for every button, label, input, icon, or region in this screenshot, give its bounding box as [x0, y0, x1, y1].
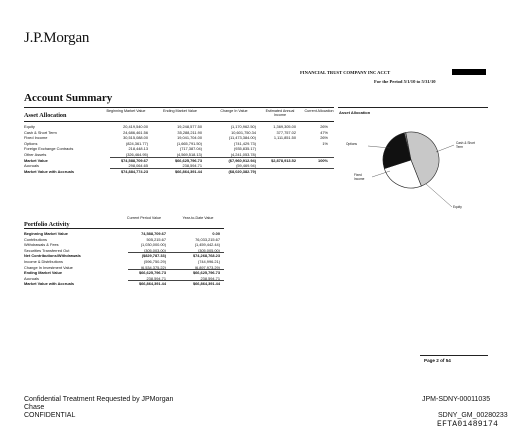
row-label: Income & Distributions — [24, 258, 63, 264]
row-value: (741,429.73) — [233, 140, 256, 146]
header-rule — [24, 121, 334, 122]
chart-title: Asset Allocation — [339, 110, 371, 115]
row-value: 10,601,750.34 — [231, 129, 256, 135]
row-value: (4,241,053.78) — [230, 151, 256, 157]
row-value: $74,884,774.23 — [120, 168, 148, 174]
row-value: $66,864,391.44 — [138, 281, 166, 287]
row-value: ($829,787.33) — [141, 253, 166, 259]
col-current-allocation: Current Allocation — [304, 109, 334, 113]
row-value: (596,750.29) — [143, 258, 166, 264]
statement-period: For the Period 5/1/10 to 5/31/10 — [374, 79, 436, 84]
row-value: 238,594.71 — [146, 275, 166, 281]
row-label: Fixed Income — [24, 135, 48, 141]
row-value: 238,594.71 — [200, 275, 220, 281]
row-value: 1,111,851.50 — [273, 135, 296, 141]
col-change-in-value: Change In Value — [220, 109, 248, 113]
col-ending-market-value: Ending Market Value — [163, 109, 197, 113]
jpmorgan-logo: J.P.Morgan — [24, 30, 90, 46]
row-label: Cash & Short Term — [24, 129, 57, 135]
page-title: Account Summary — [24, 92, 113, 104]
footer-confidential: CONFIDENTIAL — [24, 412, 76, 419]
row-label: Other Assets — [24, 151, 47, 157]
row-value: (1,170,962.50) — [230, 124, 256, 129]
row-label: Options — [24, 140, 38, 146]
row-label: Market Value with Accruals — [24, 168, 75, 174]
row-value: $66,625,796.73 — [174, 157, 202, 163]
row-label: Change In Investment Value — [24, 264, 73, 270]
row-value: 74,588,709.67 — [141, 231, 166, 236]
row-label: Market Value — [24, 157, 48, 163]
activity-header-rule — [24, 228, 224, 229]
row-value: (824,361.77) — [125, 140, 148, 146]
row-label: Contributions — [24, 236, 47, 242]
footer-confidential-request: Confidential Treatment Requested by JPMorgan — [24, 396, 174, 403]
col-current-period: Current Period Value — [126, 216, 162, 220]
row-value: ($8,020,382.79) — [228, 168, 256, 174]
redacted-account-number — [452, 69, 486, 75]
asset-allocation-title: Asset Allocation — [24, 112, 67, 119]
row-value: $74,588,709.67 — [120, 157, 148, 163]
row-value: 238,594.71 — [182, 163, 202, 169]
row-value: 19,041,704.00 — [177, 135, 202, 141]
row-value: 24,686,461.56 — [123, 129, 148, 135]
asset-allocation-table — [24, 124, 334, 174]
row-label: Foreign Exchange Contracts — [24, 146, 74, 152]
row-label: Net Contributions/Withdrawals — [24, 253, 81, 259]
row-value: $66,625,796.73 — [192, 270, 220, 276]
row-label: Withdrawals & Fees — [24, 242, 59, 248]
row-value: 30,515,088.00 — [123, 135, 148, 141]
row-label: Ending Market Value — [24, 270, 63, 276]
row-value: (6,897,973.29) — [194, 264, 220, 270]
row-label: Beginning Market Value — [24, 231, 68, 236]
row-value: (1,665,791.50) — [176, 140, 202, 146]
row-value: (1,459,442.44) — [194, 242, 220, 248]
table-row — [24, 169, 334, 175]
row-value: 76,033,215.67 — [195, 236, 220, 242]
row-value: $66,625,796.73 — [138, 270, 166, 276]
table-row — [24, 281, 224, 287]
row-label: Accruals — [24, 163, 39, 169]
footer-bates-sdny: SDNY_GM_00280233 — [438, 412, 508, 419]
row-label: Securities Transferred Out — [24, 247, 70, 253]
pie-leader-line — [436, 145, 454, 152]
col-year-to-date: Year-to-Date Value — [182, 216, 214, 220]
row-value: $74,268,768.23 — [192, 253, 220, 259]
portfolio-activity-table — [24, 231, 224, 287]
row-value: (935,835.17) — [233, 146, 256, 152]
pie-chart — [338, 108, 488, 218]
page-number: Page 2 of 54 — [424, 358, 451, 363]
row-value: (59,469.94) — [236, 163, 256, 169]
col-estimated-annual-income: Estimated Annual Income — [265, 109, 295, 118]
row-value: 47% — [320, 129, 328, 135]
row-value: 0.00 — [212, 231, 220, 236]
pie-label-cash: Cash & Short Term — [456, 141, 475, 149]
portfolio-activity-title: Portfolio Activity — [24, 221, 70, 228]
row-value: (326,464.95) — [125, 151, 148, 157]
row-value: $2,878,913.52 — [271, 157, 296, 163]
pie-label-fixed-income: Fixed Income — [354, 173, 365, 181]
pie-label-options: Options — [346, 142, 357, 146]
pie-label-equity: Equity — [453, 205, 462, 209]
footer-chase: Chase — [24, 404, 45, 411]
row-value: (1,030,000.00) — [140, 242, 166, 248]
row-value: (744,996.21) — [197, 258, 220, 264]
row-value: (6,534,375.22) — [140, 264, 166, 270]
row-value: 505,215.67 — [146, 236, 166, 242]
row-value: 19,248,577.50 — [177, 124, 202, 129]
row-value: 35,288,211.90 — [177, 129, 202, 135]
row-value: 298,064.65 — [128, 163, 148, 169]
row-label: Accruals — [24, 275, 39, 281]
row-value: $66,864,391.44 — [192, 281, 220, 287]
pie-leader-line — [426, 184, 452, 207]
asset-allocation-chart — [338, 108, 488, 218]
footer-bates-jpm: JPM-SDNY-00011035 — [422, 396, 491, 403]
row-value: ($7,960,912.94) — [228, 157, 256, 163]
row-value: 26% — [320, 135, 328, 141]
row-value: 377,757.02 — [276, 129, 296, 135]
row-value: 1% — [322, 140, 328, 146]
col-beginning-market-value: Beginning Market Value — [106, 109, 146, 113]
row-value: (717,387.04) — [179, 146, 202, 152]
row-value: 100% — [318, 157, 328, 163]
row-value: 218,448.13 — [128, 146, 148, 152]
row-value: 20,419,540.00 — [123, 124, 148, 129]
row-value: 26% — [320, 124, 328, 129]
row-value: (4,569,518.13) — [176, 151, 202, 157]
title-rule — [24, 107, 334, 108]
row-value: 1,369,305.00 — [273, 124, 296, 129]
row-value: (11,473,384.00) — [228, 135, 256, 141]
row-value: (305,005.00) — [197, 247, 220, 253]
company-account-heading: FINANCIAL TRUST COMPANY INC ACCT — [300, 70, 391, 75]
row-value: (305,003.00) — [143, 247, 166, 253]
row-value: $66,864,391.44 — [174, 168, 202, 174]
footer-efta-number: EFTA01489174 — [437, 420, 499, 429]
row-label: Equity — [24, 124, 35, 129]
page-rule — [420, 355, 488, 356]
row-label: Market Value with Accruals — [24, 281, 75, 287]
